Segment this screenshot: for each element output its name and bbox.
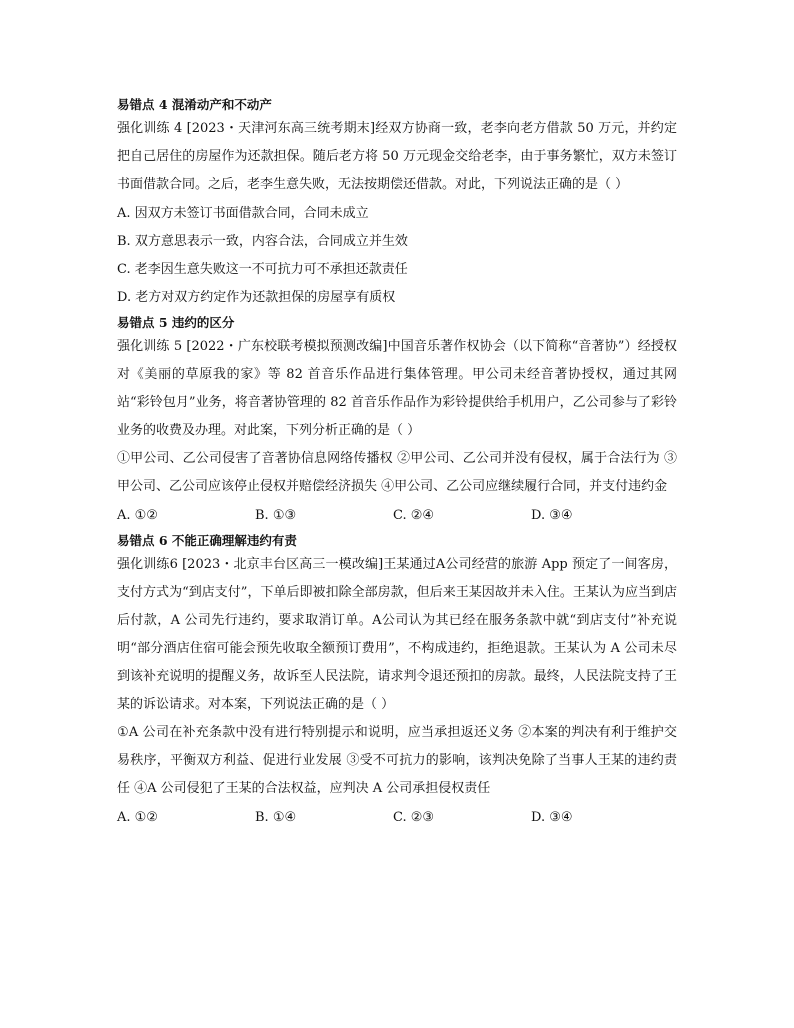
section-heading: 易错点 6 不能正确理解违约有责 — [117, 533, 297, 548]
question-statements: ①A 公司在补充条款中没有进行特别提示和说明，应当承担返还义务 ②本案的判决有利于维护交易秩序，平衡双方利益、促进行业发展 ③受不可抗力的影响，该判决免除了当事人王某的违约责任 ④A 公司侵犯了王某的合法权益，应判决 A 公司承担侵权责任 — [117, 725, 677, 796]
question-stem: 强化训练 4 [2023・天津河东高三统考期末]经双方协商一致，老李向老方借款 50 万元，并约定把自己居住的房屋作为还款担保。随后老方将 50 万元现金交给老李，由于事务繁忙，双方未签订书面借款合同。之后，老李生意失败，无法按期偿还借款。对此，下列说法正确的是（ ） — [117, 121, 677, 192]
choice-b: B. ①③ — [255, 508, 297, 523]
answer-choices — [117, 803, 677, 833]
option-d: D. 老方对双方约定作为还款担保的房屋享有质权 — [117, 290, 396, 305]
section-heading: 易错点 4 混淆动产和不动产 — [117, 97, 272, 112]
option-b: B. 双方意思表示一致，内容合法，合同成立并生效 — [117, 234, 408, 249]
choice-c: C. ②③ — [393, 810, 435, 825]
choice-d: D. ③④ — [531, 508, 573, 523]
option-a: A. 因双方未签订书面借款合同，合同未成立 — [117, 206, 369, 221]
section-4 — [117, 95, 677, 311]
option-c: C. 老李因生意失败这一不可抗力可不承担还款责任 — [117, 262, 408, 277]
section-heading: 易错点 5 违约的区分 — [117, 315, 235, 330]
section-5 — [117, 313, 677, 531]
choice-c: C. ②④ — [393, 508, 435, 523]
section-6 — [117, 531, 677, 833]
document-page — [117, 95, 677, 833]
question-stem: 强化训练 5 [2022・广东校联考模拟预测改编]中国音乐著作权协会（以下简称“音著协”）经授权对《美丽的草原我的家》等 82 首音乐作品进行集体管理。甲公司未经音著协授权，通过其网站“彩铃包月”业务，将音著协管理的 82 首音乐作品作为彩铃提供给手机用户，乙公司参与了彩铃业务的收费及办理。对此案，下列分析正确的是（ ） — [117, 339, 677, 438]
choice-a: A. ①② — [117, 508, 158, 523]
choice-d: D. ③④ — [531, 810, 573, 825]
choice-a: A. ①② — [117, 810, 158, 825]
question-statements: ①甲公司、乙公司侵害了音著协信息网络传播权 ②甲公司、乙公司并没有侵权，属于合法行为 ③甲公司、乙公司应该停止侵权并赔偿经济损失 ④甲公司、乙公司应继续履行合同，并支付违约金 — [117, 451, 677, 494]
answer-choices — [117, 501, 677, 531]
choice-b: B. ①④ — [255, 810, 297, 825]
question-stem: 强化训练6 [2023・北京丰台区高三一模改编]王某通过A公司经营的旅游 App 预定了一间客房，支付方式为“到店支付”，下单后即被扣除全部房款，但后来王某因故并未入住。王某认为应当到店后付款，A 公司先行违约，要求取消订单。A公司认为其已经在服务条款中就“到店支付”补充说明“部分酒店住宿可能会预先收取全额预订费用”，不构成违约，拒绝退款。王某认为 A 公司未尽到该补充说明的提醒义务，故诉至人民法院，请求判令退还预扣的房款。最终，人民法院支持了王某的诉讼请求。对本案，下列说法正确的是（ ） — [117, 557, 677, 712]
